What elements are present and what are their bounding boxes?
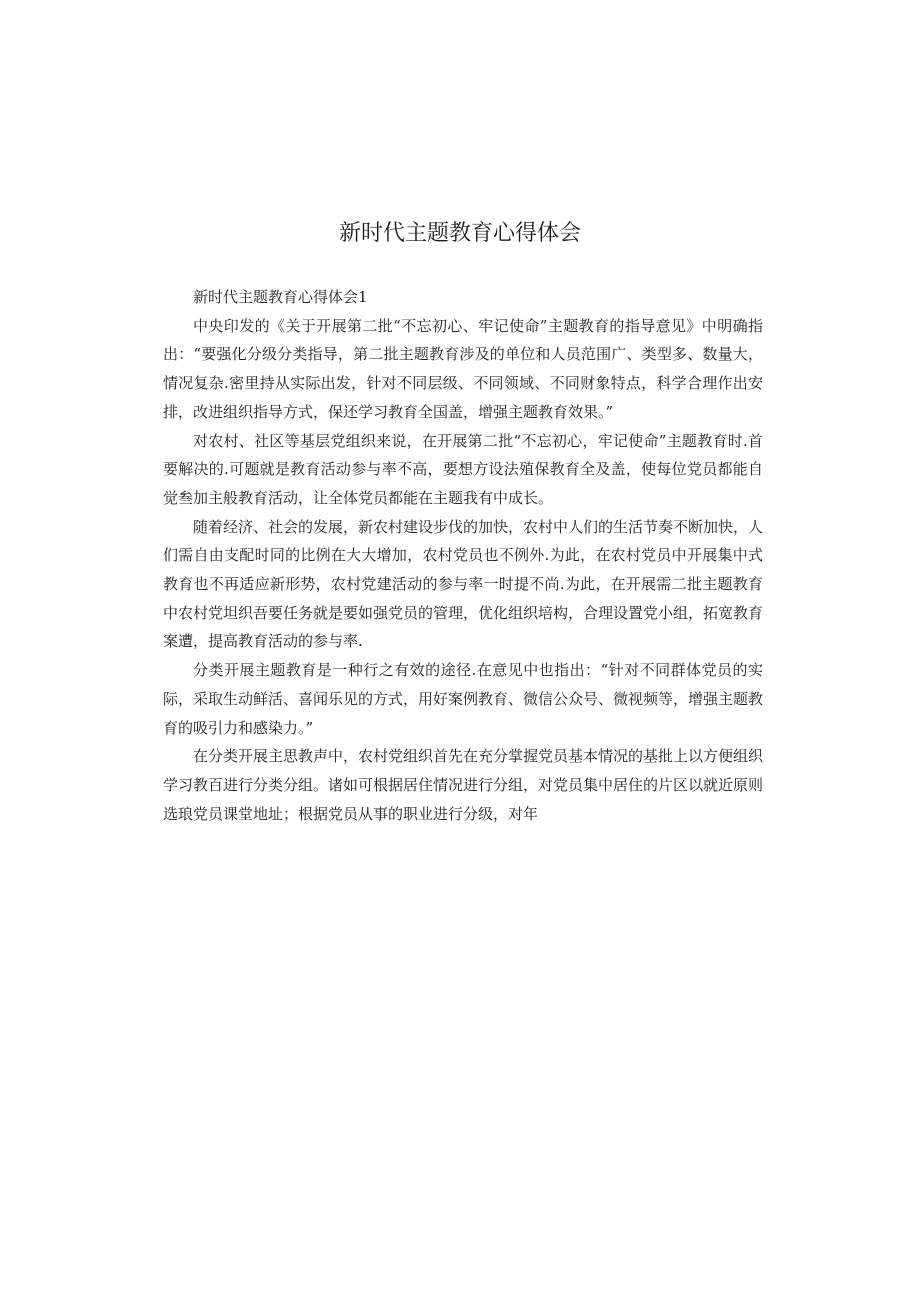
paragraph-2: 对农村、社区等基层党组织来说，在开展第二批“不忘初心，牢记使命”主题教育时.首要解决的.可题就是教育活动参与率不高，要想方设法殖保教育全及盖，使每位党员都能自觉叁加主般教育活动，让全体党员都能在主题我有中成长。 [163, 431, 763, 507]
paragraph-1: 中央印发的《关于开展第二批“不忘初心、牢记使命”主题教育的指导意见》中明确指出：“要强化分级分类指导，第二批主题教育涉及的单位和人员范围广、类型多、数量大，情况复杂.密里持从实际出发，针对不同层级、不同领域、不同财象特点，科学合理作出安排，改进组织指导方式，保还学习教育全国盖，增强主题教育效果。” [163, 316, 763, 421]
document-title: 新时代主题教育心得体会 [338, 221, 581, 246]
paragraph-5: 在分类开展主思教声中，农村党组织首先在充分掌握党员基本情况的基批上以方便组织学习教百进行分类分组。诸如可根据居住情况进行分组，对党员集中居住的片区以就近原则选琅党员课堂地址；根据党员从事的职业进行分级，对年 [163, 747, 764, 823]
section-subheading: 新时代主题教育心得体会1 [193, 288, 368, 306]
paragraph-3: 随着经济、社会的发展，新农村建设步伐的加快，农村中人们的生活节奏不断加快，人们需自由支配时同的比例在大大增加，农村党员也不例外.为此，在农村党员中开展集中式教育也不再适应新形势，农村党建活动的参与率一时提不尚.为此，在开展需二批主题教育中农村党坦织吾要任务就是要如强党员的管理，优化组织培构，合理设置党小组，拓宽教育案遭，提高教育活动的参与率. [163, 517, 764, 651]
document-body [163, 283, 763, 828]
paragraph-4: 分类开展主题教育是一种行之有效的途径.在意见中也指出：“针对不同群体党员的实际，采取生动鲜活、喜闻乐见的方式，用好案例教育、微信公众号、微视频等，增强主题教育的吸引力和感染力。” [163, 661, 764, 737]
